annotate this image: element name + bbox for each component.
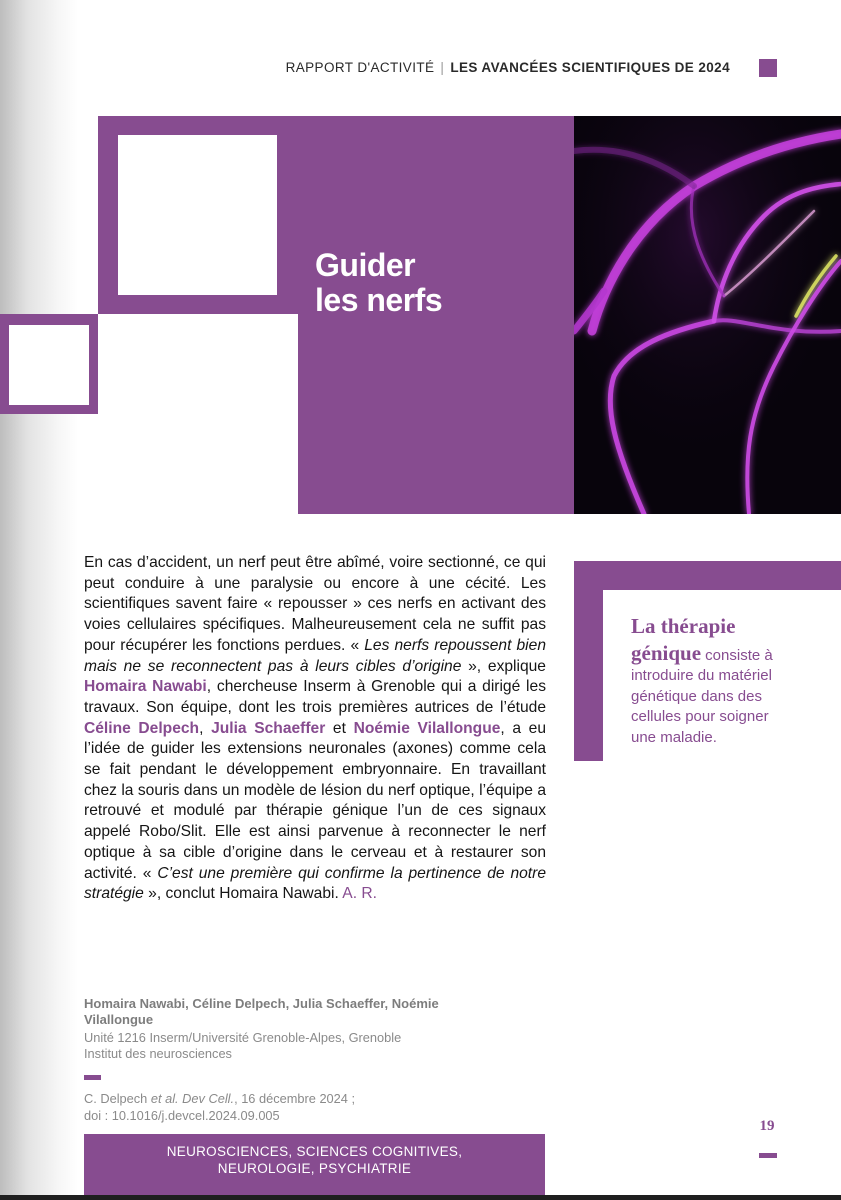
header-square-marker	[759, 59, 777, 77]
article-title-line1: Guider	[315, 247, 416, 283]
reference-date: , 16 décembre 2024 ;	[234, 1091, 356, 1106]
publication-reference	[84, 1090, 484, 1107]
sidebar-frame-top	[574, 561, 841, 590]
credits-institute: Institut des neurosciences	[84, 1046, 232, 1061]
header-section: RAPPORT D'ACTIVITÉ	[285, 60, 435, 75]
body-text-segment: ,	[199, 719, 212, 737]
article-title-line2: les nerfs	[315, 282, 443, 318]
quote-nawabi-1: Les nerfs repoussent bien mais ne se reconnectent pas à leurs cibles d’origine	[84, 636, 546, 675]
nerve-micrograph	[574, 116, 841, 514]
credits-authors: Homaira Nawabi, Céline Delpech, Julia Schaeffer, Noémie Vilallongue	[84, 996, 439, 1027]
researcher-name-vilallongue: Noémie Vilallongue	[353, 719, 501, 737]
decorative-square-upper	[118, 135, 277, 295]
footer-line1: NEUROSCIENCES, SCIENCES COGNITIVES,	[166, 1144, 463, 1159]
running-header	[286, 60, 730, 75]
sidebar-frame-left	[574, 561, 603, 761]
article-body	[84, 553, 546, 905]
footer-line2: NEUROLOGIE, PSYCHIATRIE	[217, 1161, 412, 1176]
glossary-term: La thérapie génique	[631, 614, 736, 665]
reference-author: C. Delpech	[84, 1091, 151, 1106]
body-text-segment: , chercheuse Inserm à Grenoble qui a dirigé les travaux. Son équipe, dont les trois premières autrices de l’étude	[84, 678, 546, 716]
banner-cutout	[98, 314, 298, 514]
page-number: 19	[759, 1118, 775, 1134]
glossary-sidebar	[631, 613, 791, 748]
body-text-segment: En cas d’accident, un nerf peut être abîmé, voire sectionné, ce qui peut conduire à une paralysie ou encore à une cécité. Les scientifiques savent faire « repousser » ces nerfs en activant des voies cellulaires spécifiques. Malheureusement cela ne suffit pas pour récupérer les fonctions perdues. «	[84, 554, 546, 654]
credits-unit: Unité 1216 Inserm/Université Grenoble-Alpes, Grenoble	[84, 1030, 402, 1045]
author-signature: A. R.	[342, 885, 377, 903]
nerve-micrograph-image	[574, 116, 841, 514]
article-title	[315, 248, 442, 318]
header-separator: |	[440, 60, 445, 75]
page-bottom-edge	[0, 1195, 841, 1200]
header-title: LES AVANCÉES SCIENTIFIQUES DE 2024	[450, 60, 730, 75]
decorative-square-lower	[9, 325, 89, 405]
publication-doi: doi : 10.1016/j.devcel.2024.09.005	[84, 1108, 280, 1123]
researcher-name-delpech: Céline Delpech	[84, 719, 200, 737]
body-text-segment: et	[325, 719, 354, 737]
page-number-dash	[759, 1153, 777, 1158]
body-text-segment: », explique	[461, 657, 546, 675]
glossary-definition: consiste à introduire du matériel génétique dans des cellules pour soigner une maladie.	[631, 646, 773, 746]
reference-journal: et al. Dev Cell.	[150, 1091, 235, 1106]
quote-nawabi-2: C’est une première qui confirme la pertinence de notre stratégie	[84, 864, 546, 903]
body-text-segment: , a eu l’idée de guider les extensions neuronales (axones) comme cela se fait pendant le développement embryonnaire. En travaillant chez la souris dans un modèle de lésion du nerf optique, l’équipe a retrouvé et modulé par thérapie génique l’un de ces signaux appelé Robo/Slit. Elle est ainsi parvenue à reconnecter le nerf optique à sa cible d’origine dans le cerveau et à restaurer son activité. «	[84, 719, 547, 882]
researcher-name-nawabi: Homaira Nawabi	[84, 678, 207, 696]
page-gutter-shadow	[0, 0, 78, 1200]
researcher-name-schaeffer: Julia Schaeffer	[211, 719, 326, 737]
body-text-segment: », conclut Homaira Nawabi.	[143, 885, 343, 903]
credits-divider	[84, 1075, 101, 1080]
section-footer-band	[84, 1134, 545, 1200]
study-credits	[84, 996, 484, 1124]
